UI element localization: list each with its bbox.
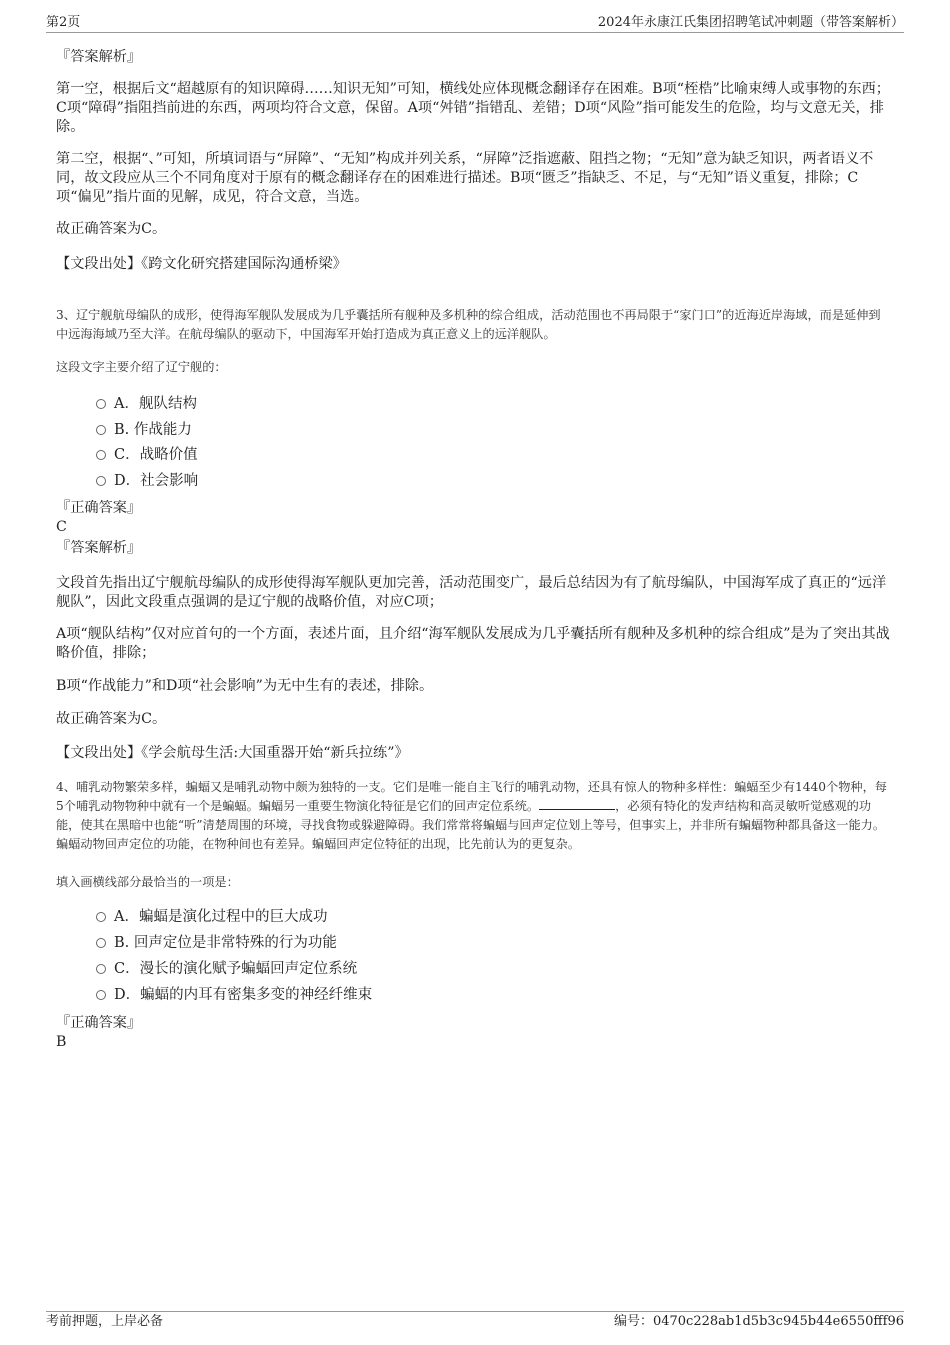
q3-option-c[interactable] bbox=[96, 445, 198, 465]
option-label: D．社会影响 bbox=[114, 473, 199, 489]
q4-stem bbox=[56, 778, 892, 854]
answer-blank bbox=[539, 797, 615, 810]
page-number: 第2页 bbox=[46, 15, 81, 30]
q3-source: 【文段出处】《学会航母生活:大国重器开始“新兵拉练”》 bbox=[56, 745, 409, 761]
q3-analysis-p1: 文段首先指出辽宁舰航母编队的成形使得海军舰队更加完善，活动范围变广，最后总结因为有了航母编队，中国海军成了真正的“远洋舰队”，因此文段重点强调的是辽宁舰的战略价值，对应C项； bbox=[56, 575, 887, 610]
q2-analysis-p1: 第一空，根据后文“超越原有的知识障碍……知识无知”可知，横线处应体现概念翻译存在困难。B项“桎梏”比喻束缚人或事物的东西；C项“障碍”指阻挡前进的东西，两项均符合文意，保留。A项“舛错”指错乱、差错；D项“风险”指可能发生的危险，均与文意无关，排除。 bbox=[56, 81, 890, 135]
option-label: D．蝙蝠的内耳有密集多变的神经纤维束 bbox=[114, 987, 373, 1003]
q2-source: 【文段出处】《跨文化研究搭建国际沟通桥梁》 bbox=[56, 256, 347, 272]
q3-option-d[interactable] bbox=[96, 471, 198, 491]
q4-stem-before: 4、哺乳动物繁荣多样，蝙蝠又是哺乳动物中颇为独特的一支。它们是唯一能自主飞行的哺乳动物，还具有惊人的物种多样性：蝙蝠至少有1440个物种，每5个哺乳动物物种中就有一个是蝙蝠。蝙蝠另一重要生物演化特征是它们的回声定位系统。 bbox=[56, 780, 887, 813]
q2-analysis-label: 『答案解析』 bbox=[56, 49, 142, 65]
q3-stem: 3、辽宁舰航母编队的成形，使得海军舰队发展成为几乎囊括所有舰种及多机种的综合组成，活动范围也不再局限于“家门口”的近海近岸海域，而是延伸到中远海海域乃至大洋。在航母编队的驱动下，中国海军开始打造成为真正意义上的远洋舰队。 bbox=[56, 308, 881, 341]
q3-conclusion: 故正确答案为C。 bbox=[56, 711, 167, 727]
q3-answer-label: 『正确答案』 bbox=[56, 500, 142, 516]
radio-icon[interactable] bbox=[96, 476, 106, 486]
q4-option-a[interactable] bbox=[96, 907, 327, 927]
page-header bbox=[46, 14, 904, 33]
q3-option-b[interactable] bbox=[96, 420, 192, 440]
q4-question: 填入画横线部分最恰当的一项是： bbox=[56, 875, 239, 889]
option-label: A．舰队结构 bbox=[114, 396, 197, 412]
q3-analysis-label: 『答案解析』 bbox=[56, 540, 142, 556]
radio-icon[interactable] bbox=[96, 450, 106, 460]
option-label: A．蝙蝠是演化过程中的巨大成功 bbox=[114, 909, 328, 925]
q4-option-c[interactable] bbox=[96, 959, 357, 979]
q4-answer-label: 『正确答案』 bbox=[56, 1015, 142, 1031]
page-footer bbox=[46, 1311, 904, 1332]
q3-question: 这段文字主要介绍了辽宁舰的： bbox=[56, 360, 227, 374]
radio-icon[interactable] bbox=[96, 990, 106, 1000]
radio-icon[interactable] bbox=[96, 938, 106, 948]
radio-icon[interactable] bbox=[96, 964, 106, 974]
q2-conclusion: 故正确答案为C。 bbox=[56, 221, 167, 237]
q4-option-b[interactable] bbox=[96, 933, 337, 953]
radio-icon[interactable] bbox=[96, 425, 106, 435]
q3-option-a[interactable] bbox=[96, 394, 197, 414]
option-label: B. 作战能力 bbox=[114, 422, 192, 438]
document-title: 2024年永康江氏集团招聘笔试冲刺题（带答案解析） bbox=[597, 15, 904, 30]
q4-option-d[interactable] bbox=[96, 985, 372, 1005]
option-label: C．战略价值 bbox=[114, 447, 198, 463]
q3-answer: C bbox=[56, 519, 67, 535]
q3-analysis-p2: A项“舰队结构”仅对应首句的一个方面，表述片面，且介绍“海军舰队发展成为几乎囊括所有舰种及多机种的综合组成”是为了突出其战略价值，排除； bbox=[56, 626, 890, 661]
option-label: B. 回声定位是非常特殊的行为功能 bbox=[114, 935, 337, 951]
radio-icon[interactable] bbox=[96, 399, 106, 409]
option-label: C．漫长的演化赋予蝙蝠回声定位系统 bbox=[114, 961, 358, 977]
q4-stem-after: ，必须有特化的发声结构和高灵敏听觉感观的功能，使其在黑暗中也能“听”清楚周围的环境，寻找食物或躲避障碍。我们常常将蝙蝠与回声定位划上等号，但事实上，并非所有蝙蝠物种都具备这一能力。蝙蝠动物回声定位的功能，在物种间也有差异。蝙蝠回声定位特征的出现，比先前认为的更复杂。 bbox=[56, 799, 886, 851]
document-id: 编号：0470c228ab1d5b3c945b44e6550fff96 bbox=[613, 1314, 904, 1329]
radio-icon[interactable] bbox=[96, 912, 106, 922]
footer-slogan: 考前押题，上岸必备 bbox=[46, 1314, 164, 1329]
q2-analysis-p2: 第二空，根据“、”可知，所填词语与“屏障”、“无知”构成并列关系，“屏障”泛指遮蔽、阻挡之物；“无知”意为缺乏知识，两者语义不同，故文段应从三个不同角度对于原有的概念翻译存在的困难进行描述。B项“匮乏”指缺乏、不足，与“无知”语义重复，排除；C项“偏见”指片面的见解，成见，符合文意，当选。 bbox=[56, 151, 874, 205]
q3-analysis-p3: B项“作战能力”和D项“社会影响”为无中生有的表述，排除。 bbox=[56, 678, 434, 694]
q4-answer: B bbox=[56, 1034, 67, 1050]
